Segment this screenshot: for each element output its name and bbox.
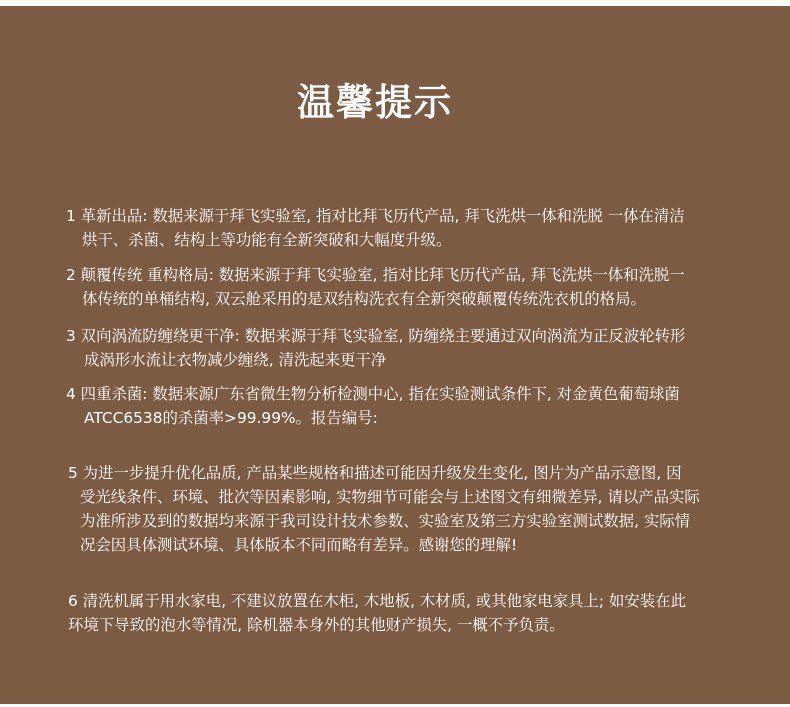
notice-line: 6 清洗机属于用水家电, 不建议放置在木柜, 木地板, 木材质, 或其他家电家具上; 如安装在此: [68, 592, 686, 610]
notice-line: 1 革新出品: 数据来源于拜飞实验室, 指对比拜飞历代产品, 拜飞洗烘一体和洗脱 一体在清洁: [66, 207, 685, 225]
notice-line: 烘干、杀菌、结构上等功能有全新突破和大幅度升级。: [82, 231, 452, 249]
notice-item-1: [66, 204, 685, 252]
notice-item-2: [66, 263, 685, 311]
notice-item-4: [66, 382, 680, 430]
notice-line: 3 双向涡流防缠绕更干净: 数据来源于拜飞实验室, 防缠绕主要通过双向涡流为正反波轮转形: [66, 327, 686, 345]
notice-line: 5 为进一步提升优化品质, 产品某些规格和描述可能因升级发生变化, 图片为产品示意图, 因: [68, 464, 682, 482]
notice-line: ATCC6538的杀菌率>99.99%。报告编号:: [84, 409, 378, 427]
notice-panel: [0, 6, 790, 704]
notice-line: 为准所涉及到的数据均来源于我司设计技术参数、实验室及第三方实验室测试数据, 实际情: [80, 512, 691, 530]
notice-line: 环境下导致的泡水等情况, 除机器本身外的其他财产损失, 一概不予负责。: [68, 616, 565, 634]
notice-line: 成涡形水流让衣物减少缠绕, 清洗起来更干净: [84, 351, 387, 369]
notice-line: 体传统的单桶结构, 双云舱采用的是双结构洗衣有全新突破颠覆传统洗衣机的格局。: [82, 290, 646, 308]
notice-line: 4 四重杀菌: 数据来源广东省微生物分析检测中心, 指在实验测试条件下, 对金黄色葡萄球菌: [66, 385, 680, 403]
notice-line: 况会因具体测试环境、具体版本不同而略有差异。感谢您的理解!: [80, 536, 518, 554]
notice-item-5: [68, 461, 700, 557]
page-title: 温馨提示: [297, 81, 453, 124]
notice-item-3: [66, 324, 685, 372]
notice-line: 2 颠覆传统 重构格局: 数据来源于拜飞实验室, 指对比拜飞历代产品, 拜飞洗烘一体和洗脱一: [66, 266, 685, 284]
notice-item-6: [68, 589, 686, 637]
notice-line: 受光线条件、环境、批次等因素影响, 实物细节可能会与上述图文有细微差异, 请以产品实际: [80, 488, 700, 506]
